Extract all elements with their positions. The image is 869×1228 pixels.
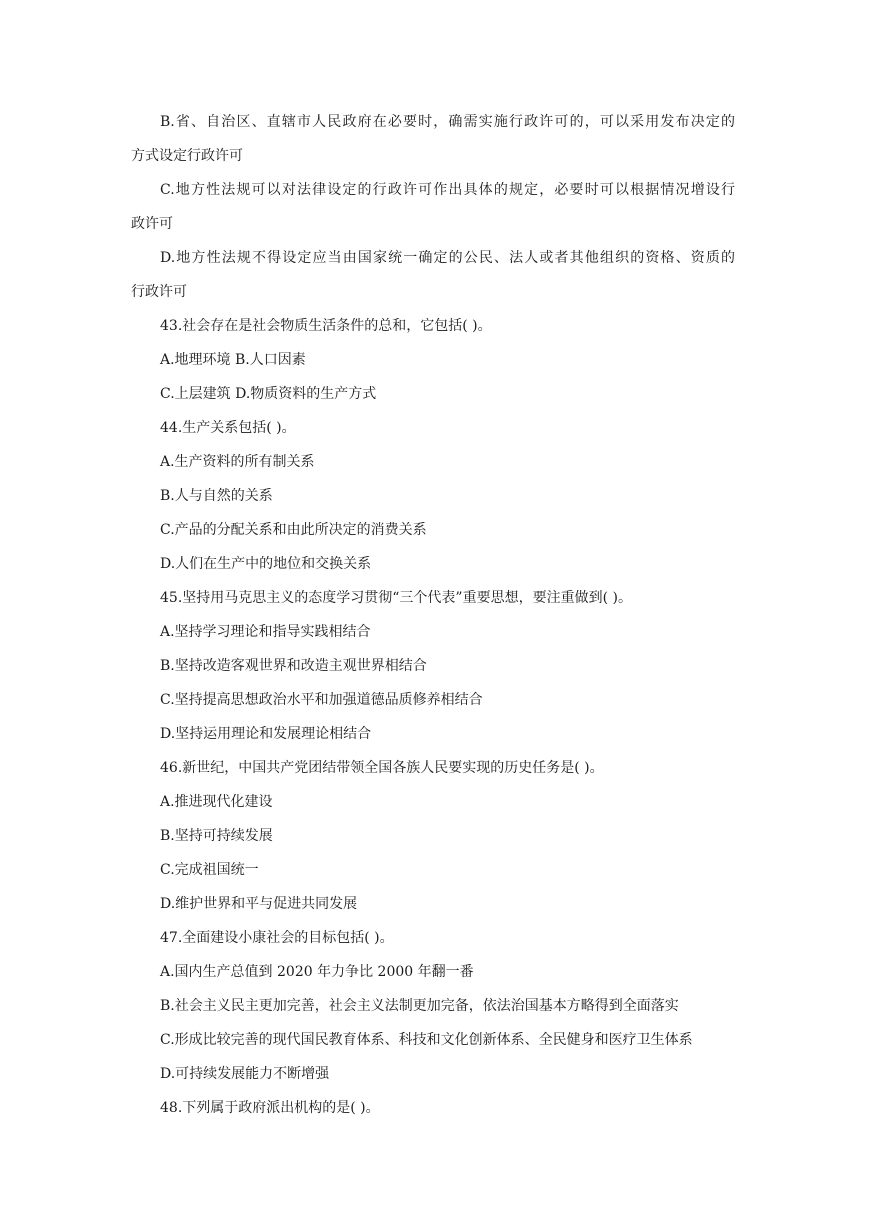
question-43-options-cd: C.上层建筑 D.物质资料的生产方式: [160, 386, 377, 402]
option-d-line-1: D.地方性法规不得设定应当由国家统一确定的公民、法人或者其他组织的资格、资质的: [160, 250, 735, 266]
question-46-option-b: B.坚持可持续发展: [160, 828, 273, 844]
question-43-options-ab: A.地理环境 B.人口因素: [160, 352, 306, 368]
option-d-line-2: 行政许可: [131, 284, 187, 300]
question-44-option-a: A.生产资料的所有制关系: [160, 454, 315, 470]
option-c-line-1: C.地方性法规可以对法律设定的行政许可作出具体的规定，必要时可以根据情况增设行: [160, 182, 735, 198]
question-44-option-b: B.人与自然的关系: [160, 488, 273, 504]
question-47: 47.全面建设小康社会的目标包括( )。: [160, 930, 394, 946]
question-46-option-c: C.完成祖国统一: [160, 862, 259, 878]
question-45-option-c: C.坚持提高思想政治水平和加强道德品质修养相结合: [160, 692, 483, 708]
question-45-option-a: A.坚持学习理论和指导实践相结合: [160, 624, 371, 640]
question-46: 46.新世纪，中国共产党团结带领全国各族人民要实现的历史任务是( )。: [160, 760, 604, 776]
question-48: 48.下列属于政府派出机构的是( )。: [160, 1100, 380, 1116]
question-44-option-c: C.产品的分配关系和由此所决定的消费关系: [160, 522, 427, 538]
question-47-option-c: C.形成比较完善的现代国民教育体系、科技和文化创新体系、全民健身和医疗卫生体系: [160, 1032, 693, 1048]
question-45-option-d: D.坚持运用理论和发展理论相结合: [160, 726, 372, 742]
question-44: 44.生产关系包括( )。: [160, 420, 296, 436]
option-b-line-2: 方式设定行政许可: [131, 148, 243, 164]
option-b-line-1: B.省、自治区、直辖市人民政府在必要时，确需实施行政许可的，可以采用发布决定的: [160, 114, 735, 130]
question-45: 45.坚持用马克思主义的态度学习贯彻“三个代表”重要思想，要注重做到( )。: [160, 590, 632, 606]
question-47-option-b: B.社会主义民主更加完善，社会主义法制更加完备，依法治国基本方略得到全面落实: [160, 998, 679, 1014]
question-47-option-a: A.国内生产总值到 2020 年力争比 2000 年翻一番: [160, 964, 474, 980]
question-46-option-a: A.推进现代化建设: [160, 794, 273, 810]
question-45-option-b: B.坚持改造客观世界和改造主观世界相结合: [160, 658, 427, 674]
question-46-option-d: D.维护世界和平与促进共同发展: [160, 896, 358, 912]
question-44-option-d: D.人们在生产中的地位和交换关系: [160, 556, 372, 572]
option-c-line-2: 政许可: [131, 216, 173, 232]
question-43: 43.社会存在是社会物质生活条件的总和，它包括( )。: [160, 318, 492, 334]
question-47-option-d: D.可持续发展能力不断增强: [160, 1066, 330, 1082]
